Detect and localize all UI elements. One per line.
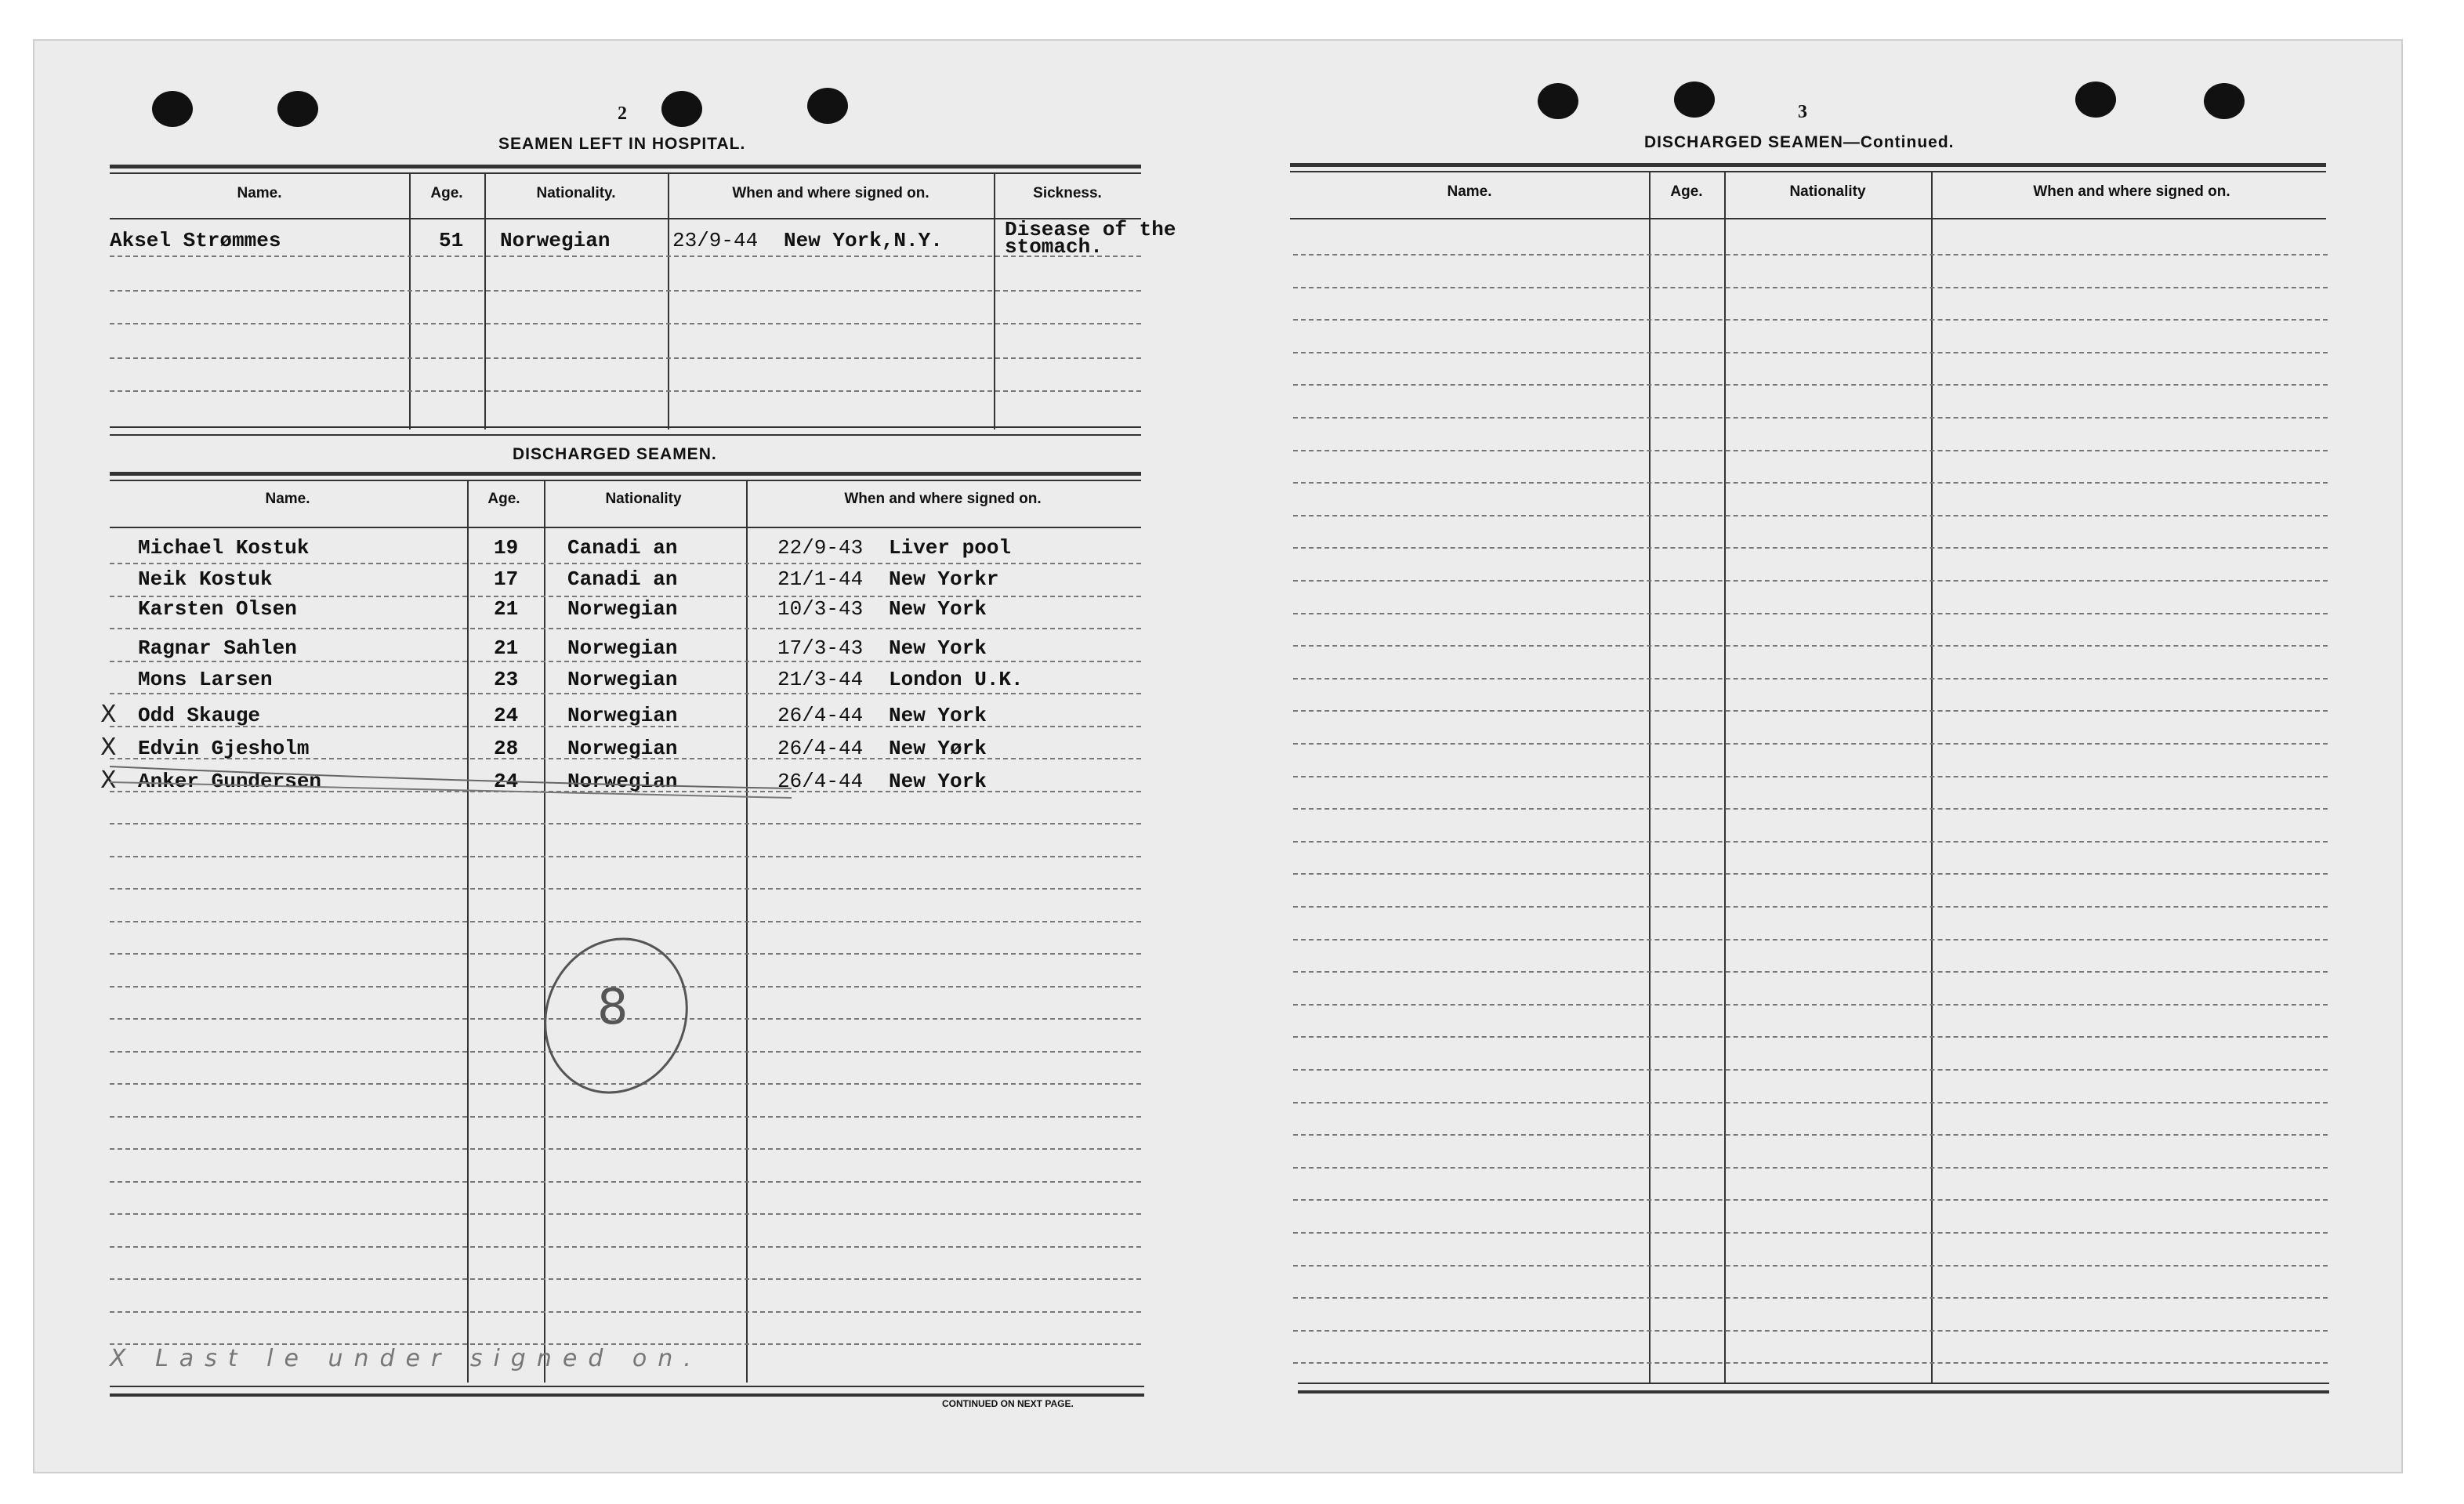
- signed-on-place: New York: [889, 704, 987, 727]
- seaman-nationality: Norwegian: [567, 636, 678, 660]
- ruled-line: [1293, 287, 2328, 288]
- continued-footer: CONTINUED ON NEXT PAGE.: [942, 1398, 1074, 1409]
- hospital-section-title: SEAMEN LEFT IN HOSPITAL.: [498, 135, 746, 153]
- col-header-age: Age.: [430, 185, 463, 201]
- ruled-line: [1293, 1167, 2328, 1169]
- col-header-signed-on: When and where signed on.: [732, 185, 929, 201]
- seaman-name: Neik Kostuk: [138, 567, 273, 591]
- ruled-line: [1293, 678, 2328, 680]
- signed-on-date: 26/4-44: [777, 737, 864, 760]
- signed-on-place: New Yorkr: [889, 567, 999, 591]
- ruled-line: [1293, 352, 2328, 353]
- seaman-age: 23: [494, 668, 519, 691]
- col-header-sickness: Sickness.: [1033, 185, 1102, 201]
- signed-on-date: 10/3-43: [777, 597, 864, 621]
- ruled-line: [1293, 939, 2328, 940]
- ruled-line: [1293, 1036, 2328, 1038]
- seaman-name: Michael Kostuk: [138, 536, 310, 560]
- ruled-line: [1293, 1069, 2328, 1071]
- signed-on-date: 23/9-44: [672, 229, 759, 252]
- col-header-name: Name.: [265, 491, 310, 507]
- seaman-name: Anker Gundersen: [138, 770, 322, 793]
- seaman-age: 28: [494, 737, 519, 760]
- signed-on-date: 26/4-44: [777, 704, 864, 727]
- ruled-line: [1293, 254, 2328, 255]
- ruled-line: [1293, 1362, 2328, 1364]
- signed-on-place: New York,N.Y.: [784, 229, 943, 252]
- seaman-nationality: Norwegian: [567, 704, 678, 727]
- signed-on-date: 21/3-44: [777, 668, 864, 691]
- signed-on-place: New York: [889, 597, 987, 621]
- seaman-nationality: Canadi an: [567, 536, 678, 560]
- ruled-line: [1293, 971, 2328, 973]
- seaman-name: Ragnar Sahlen: [138, 636, 297, 660]
- seaman-name: Karsten Olsen: [138, 597, 297, 621]
- ruled-line: [1293, 1004, 2328, 1006]
- signed-on-place: New Yørk: [889, 737, 987, 760]
- ruled-line: [1293, 645, 2328, 647]
- seaman-age: 24: [494, 704, 519, 727]
- ruled-line: [1293, 906, 2328, 908]
- ruled-line: [1293, 841, 2328, 843]
- row-mark: X: [100, 701, 117, 728]
- circled-count: 8: [597, 978, 629, 1035]
- seaman-age: 24: [494, 770, 519, 793]
- col-header-signed-on: When and where signed on.: [2033, 183, 2230, 200]
- seaman-nationality: Norwegian: [567, 668, 678, 691]
- col-divider: [1649, 172, 1651, 1383]
- seaman-age: 21: [494, 597, 519, 621]
- seaman-name: Mons Larsen: [138, 668, 273, 691]
- col-header-name: Name.: [237, 185, 282, 201]
- seaman-nationality: Norwegian: [567, 737, 678, 760]
- row-mark: X: [100, 734, 117, 761]
- col-header-name: Name.: [1447, 183, 1492, 200]
- col-header-age: Age.: [1670, 183, 1703, 200]
- rule: [1290, 218, 2326, 219]
- page-number: 3: [1798, 102, 1807, 122]
- signed-on-date: 26/4-44: [777, 770, 864, 793]
- seaman-name: Aksel Strømmes: [110, 229, 281, 252]
- ruled-line: [1293, 1330, 2328, 1332]
- signed-on-place: Liver pool: [889, 536, 1012, 560]
- rule: [1298, 1383, 2329, 1384]
- seaman-nationality: Canadi an: [567, 567, 678, 591]
- col-header-nationality: Nationality: [605, 491, 682, 507]
- ruled-line: [1293, 482, 2328, 484]
- ruled-line: [1293, 1297, 2328, 1299]
- col-header-age: Age.: [487, 491, 520, 507]
- ruled-line: [1293, 710, 2328, 712]
- signed-on-date: 21/1-44: [777, 567, 864, 591]
- ruled-line: [1293, 776, 2328, 777]
- signed-on-place: New York: [889, 636, 987, 660]
- signed-on-date: 17/3-43: [777, 636, 864, 660]
- ruled-line: [1293, 384, 2328, 386]
- page-number: 2: [618, 103, 627, 124]
- col-header-nationality: Nationality: [1789, 183, 1866, 200]
- col-header-signed-on: When and where signed on.: [844, 491, 1042, 507]
- ruled-line: [1293, 1199, 2328, 1201]
- seaman-nationality: Norwegian: [567, 770, 678, 793]
- row-mark: X: [100, 766, 117, 794]
- col-divider: [1931, 172, 1933, 1383]
- rule: [1290, 163, 2326, 167]
- handwritten-note: X Last le under signed on.: [110, 1345, 702, 1372]
- col-header-nationality: Nationality.: [536, 185, 616, 201]
- ruled-line: [1293, 547, 2328, 549]
- seaman-name: Odd Skauge: [138, 704, 261, 727]
- ruled-line: [1293, 613, 2328, 614]
- seaman-age: 21: [494, 636, 519, 660]
- ruled-line: [1293, 743, 2328, 745]
- seaman-name: Edvin Gjesholm: [138, 737, 310, 760]
- ruled-line: [1293, 873, 2328, 875]
- seaman-age: 51: [439, 229, 464, 252]
- ruled-line: [1293, 1232, 2328, 1234]
- ruled-line: [1293, 808, 2328, 810]
- ruled-line: [1293, 319, 2328, 321]
- seaman-nationality: Norwegian: [500, 229, 611, 252]
- signed-on-date: 22/9-43: [777, 536, 864, 560]
- rule: [1298, 1390, 2329, 1393]
- seaman-age: 19: [494, 536, 519, 560]
- ruled-line: [1293, 1265, 2328, 1267]
- signed-on-place: New York: [889, 770, 987, 793]
- ruled-line: [1293, 1102, 2328, 1104]
- ruled-line: [1293, 515, 2328, 516]
- ruled-line: [1293, 1134, 2328, 1136]
- seaman-age: 17: [494, 567, 519, 591]
- seaman-nationality: Norwegian: [567, 597, 678, 621]
- col-divider: [1724, 172, 1726, 1383]
- signed-on-place: London U.K.: [889, 668, 1024, 691]
- rule: [1290, 171, 2326, 172]
- strike-line: [110, 782, 792, 798]
- ruled-line: [1293, 580, 2328, 582]
- discharged-continued-title: DISCHARGED SEAMEN—Continued.: [1644, 133, 1955, 151]
- ruled-line: [1293, 450, 2328, 451]
- ruled-line: [1293, 417, 2328, 419]
- sickness: Disease of the stomach.: [1005, 218, 1176, 259]
- discharged-section-title: DISCHARGED SEAMEN.: [513, 445, 717, 463]
